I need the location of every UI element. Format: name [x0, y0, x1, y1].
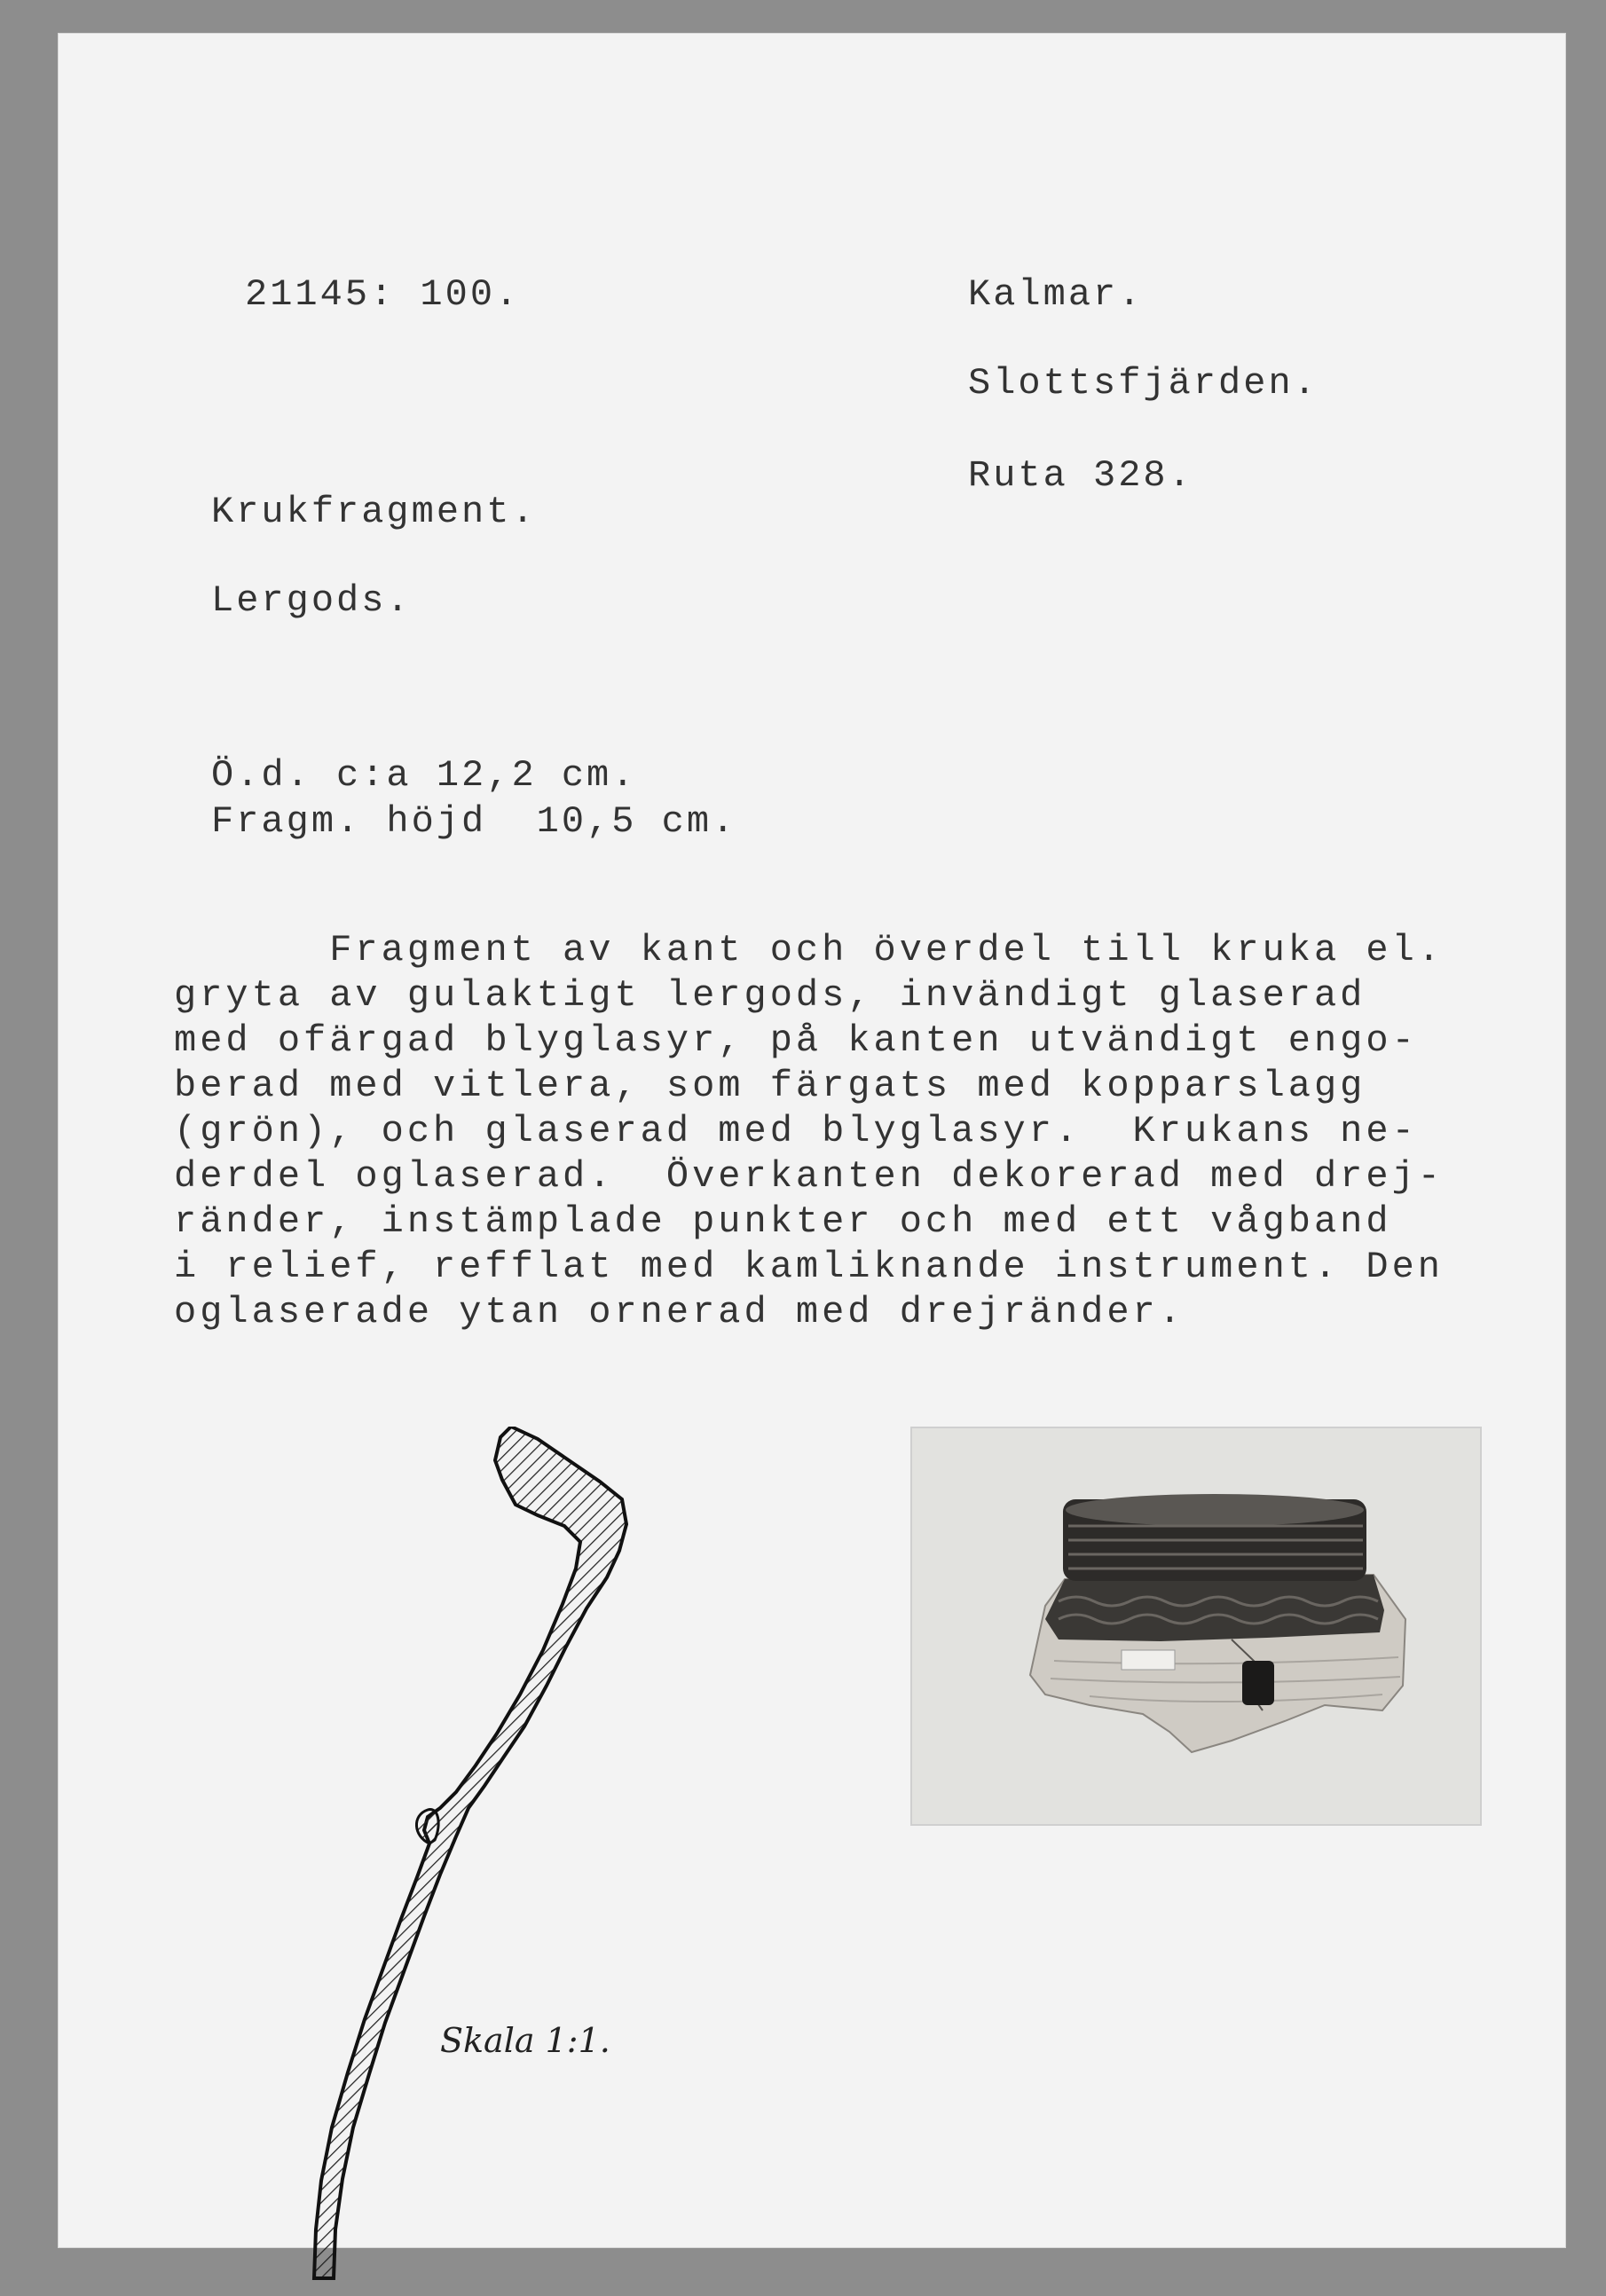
description-block — [174, 928, 1585, 1335]
rim-opening — [1066, 1494, 1364, 1526]
location-grid: Ruta 328. — [968, 454, 1193, 497]
object-type: Krukfragment. — [211, 491, 537, 533]
description-line: (grön), och glaserad med blyglasyr. Krukans ne- — [174, 1110, 1418, 1152]
rim-band — [1045, 1575, 1384, 1641]
location-site: Slottsfjärden. — [968, 362, 1319, 405]
measurement-diameter: Ö.d. c:a 12,2 cm. — [211, 754, 637, 797]
description-line: Fragment av kant och överdel till kruka el. — [174, 929, 1445, 971]
catalog-tag — [1122, 1650, 1175, 1670]
profile-bump — [416, 1809, 438, 1844]
ink-mark — [1242, 1661, 1274, 1705]
description-line: i relief, refflat med kamliknande instrument. Den — [174, 1246, 1445, 1288]
description-line: ränder, instämplade punkter och med ett vågband — [174, 1200, 1392, 1243]
catalog-number: 21145: 100. — [245, 273, 521, 316]
profile-drawing — [218, 1427, 715, 2296]
measurement-height: Fragm. höjd 10,5 cm. — [211, 800, 737, 843]
description-line: oglaserade ytan ornerad med drejränder. — [174, 1291, 1185, 1333]
material: Lergods. — [211, 579, 412, 622]
scale-label: Skala 1:1. — [440, 2021, 610, 2060]
profile-section — [314, 1427, 626, 2278]
catalog-card — [59, 34, 1565, 2247]
location-place: Kalmar. — [968, 273, 1144, 316]
fragment-photo — [912, 1428, 1480, 1824]
description-line: med ofärgad blyglasyr, på kanten utvändigt engo- — [174, 1019, 1418, 1062]
description-line: berad med vitlera, som färgats med kopparslagg — [174, 1065, 1366, 1107]
description-line: derdel oglaserad. Överkanten dekorerad med drej- — [174, 1155, 1445, 1198]
description-line: gryta av gulaktigt lergods, invändigt glaserad — [174, 974, 1366, 1017]
